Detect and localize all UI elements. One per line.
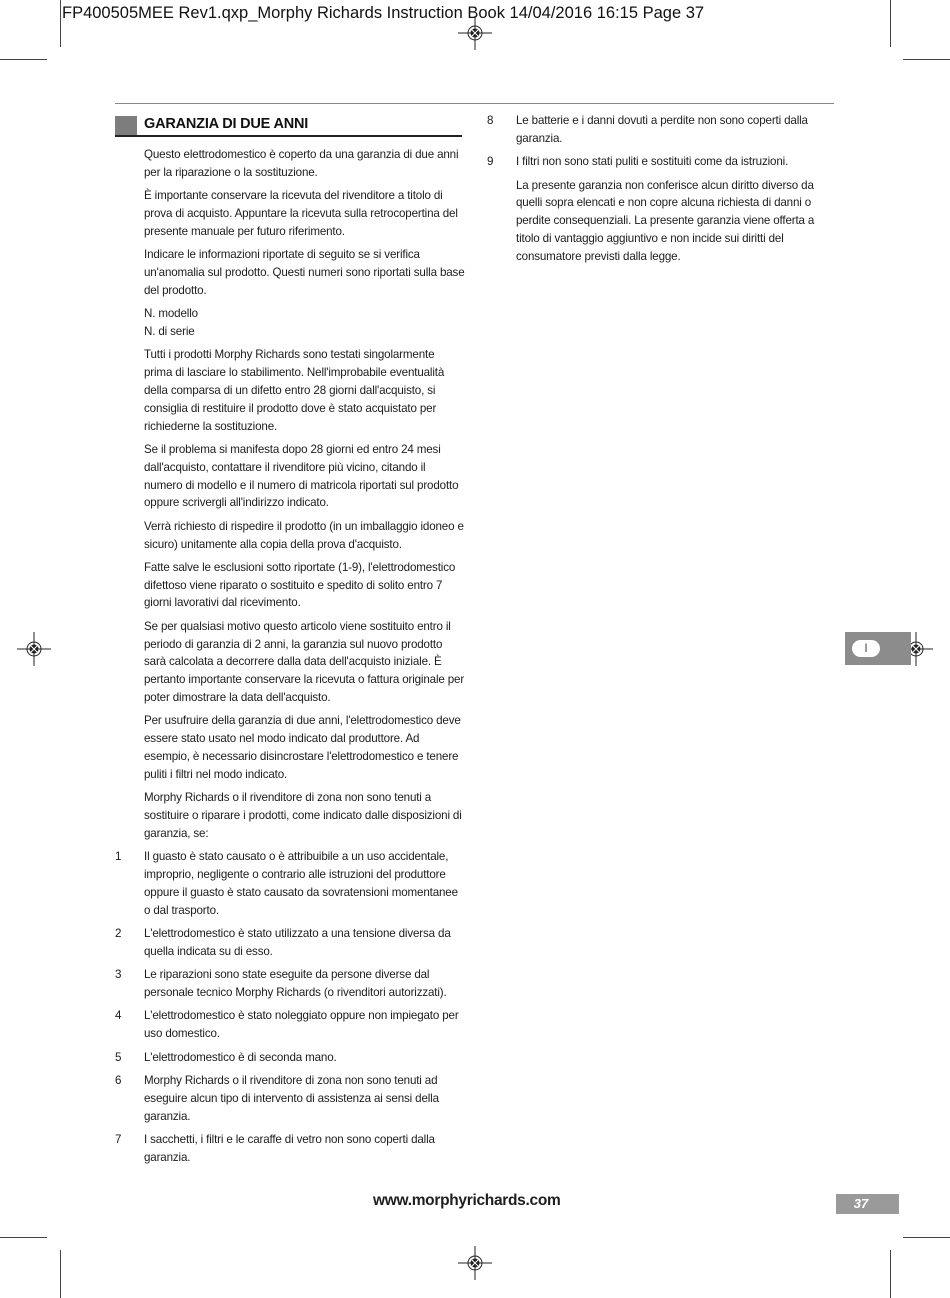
list-item-text: Morphy Richards o il rivenditore di zona non sono tenuti ad eseguire alcun tipo di intervento di assistenza ai sensi della garanzia. bbox=[144, 1073, 439, 1123]
registration-mark-icon bbox=[458, 16, 492, 50]
paragraph: Per usufruire della garanzia di due anni, l'elettrodomestico deve essere stato usato nel modo indicato dal produttore. Ad esempio, è necessario disincrostare l'elettrodomestico e tenere puliti i filtri nel modo indicato. bbox=[144, 714, 461, 781]
list-item bbox=[115, 848, 465, 919]
paragraph: Verrà richiesto di rispedire il prodotto (in un imballaggio idoneo e sicuro) unitamente alla copia della prova d'acquisto. bbox=[144, 519, 464, 551]
list-item-text: L'elettrodomestico è di seconda mano. bbox=[144, 1050, 337, 1064]
heading-marker bbox=[115, 116, 137, 135]
list-item bbox=[115, 1049, 465, 1067]
heading-title: GARANZIA DI DUE ANNI bbox=[144, 116, 309, 132]
list-item bbox=[115, 1007, 465, 1043]
language-tab-label: I bbox=[852, 640, 880, 657]
list-item-number: 9 bbox=[487, 155, 494, 169]
page-number: 37 bbox=[853, 1196, 869, 1211]
list-item bbox=[115, 925, 465, 961]
paragraph: Morphy Richards o il rivenditore di zona non sono tenuti a sostituire o riparare i prodotti, come indicato dalle disposizioni di garanzia, se: bbox=[144, 791, 462, 840]
list-item bbox=[115, 1131, 465, 1167]
closing-paragraph: La presente garanzia non conferisce alcun diritto diverso da quelli sopra elencati e non copre alcuna richiesta di danni o perdite consequenziali. La presente garanzia viene offerta a titolo di vantaggio aggiuntivo e non incide sui diritti del consumatore previsti dalla legge. bbox=[516, 178, 815, 263]
paragraph: Tutti i prodotti Morphy Richards sono testati singolarmente prima di lasciare lo stabilimento. Nell'improbabile eventualità della comparsa di un difetto entro 28 giorni dall'acquisto, si consiglia di restituire il prodotto dove è stato acquistato per richiederne la sostituzione. bbox=[144, 348, 445, 433]
list-item-text: Le batterie e i danni dovuti a perdite non sono coperti dalla garanzia. bbox=[516, 114, 808, 145]
paragraph: Indicare le informazioni riportate di seguito se si verifica un'anomalia sul prodotto. Questi numeri sono riportati sulla base del prodotto. bbox=[144, 248, 465, 297]
section-heading bbox=[115, 116, 462, 137]
paragraph: È importante conservare la ricevuta del rivenditore a titolo di prova di acquisto. Appuntare la ricevuta sulla retrocopertina del presente manuale per futuro riferimento. bbox=[144, 189, 458, 238]
list-item bbox=[115, 1072, 465, 1125]
list-item-text: L'elettrodomestico è stato noleggiato oppure non impiegato per uso domestico. bbox=[144, 1009, 459, 1041]
list-item-text: I sacchetti, i filtri e le caraffe di vetro non sono coperti dalla garanzia. bbox=[144, 1132, 435, 1164]
crop-mark bbox=[0, 1237, 47, 1238]
paragraph: Se per qualsiasi motivo questo articolo viene sostituito entro il periodo di garanzia di 2 anni, la garanzia sul nuovo prodotto sarà calcolata a decorrere dalla data dell'acquisto iniziale. È pertanto importante conservare la ricevuta o fattura originale per poter dimostrare la data dell'acquisto. bbox=[144, 619, 465, 705]
registration-mark-icon bbox=[458, 1246, 492, 1280]
language-tab bbox=[845, 632, 911, 665]
crop-mark bbox=[60, 0, 61, 47]
page-number-box bbox=[836, 1194, 899, 1214]
list-item-number: 4 bbox=[115, 1009, 122, 1023]
list-item bbox=[115, 966, 465, 1002]
paragraph: Se il problema si manifesta dopo 28 giorni ed entro 24 mesi dall'acquisto, contattare il rivenditore più vicino, citando il numero di modello e il numero di matricola riportati sul prodotto oppure scrivergli all'indirizzo indicato. bbox=[144, 442, 459, 510]
print-slug: FP400505MEE Rev1.qxp_Morphy Richards Instruction Book 14/04/2016 16:15 Page 37 bbox=[62, 4, 705, 22]
list-item-number: 1 bbox=[115, 850, 122, 864]
serial-number-label: N. di serie bbox=[144, 324, 195, 338]
list-item-number: 2 bbox=[115, 927, 122, 940]
list-item-number: 7 bbox=[115, 1132, 122, 1146]
right-column bbox=[487, 112, 837, 271]
model-number-label: N. modello bbox=[144, 307, 198, 321]
crop-mark bbox=[903, 59, 950, 60]
crop-mark bbox=[0, 59, 47, 60]
list-item-text: L'elettrodomestico è stato utilizzato a una tensione diversa da quella indicata su di esso. bbox=[144, 927, 451, 958]
crop-mark bbox=[903, 1237, 950, 1238]
list-item-number: 6 bbox=[115, 1073, 122, 1087]
list-item bbox=[487, 112, 837, 148]
heading-underline bbox=[115, 135, 462, 137]
list-item bbox=[487, 153, 837, 171]
list-item-number: 5 bbox=[115, 1050, 122, 1064]
paragraph: Questo elettrodomestico è coperto da una garanzia di due anni per la riparazione o la sostituzione. bbox=[144, 148, 459, 179]
list-item-text: Le riparazioni sono state eseguite da persone diverse dal personale tecnico Morphy Richards (o rivenditori autorizzati). bbox=[144, 968, 447, 999]
list-item-text: Il guasto è stato causato o è attribuibile a un uso accidentale, improprio, negligente o contrario alle istruzioni del produttore oppure il guasto è stato causato da sovratensioni momentanee o dal trasporto. bbox=[144, 850, 458, 917]
list-item-number: 3 bbox=[115, 968, 122, 982]
registration-mark-icon bbox=[17, 632, 51, 666]
paragraph: Fatte salve le esclusioni sotto riportate (1-9), l'elettrodomestico difettoso viene riparato o sostituito e spedito di solito entro 7 giorni lavorativi dal ricevimento. bbox=[144, 560, 456, 610]
left-column bbox=[115, 146, 465, 1172]
crop-mark bbox=[60, 1250, 61, 1298]
top-rule bbox=[115, 103, 834, 104]
list-item-number: 8 bbox=[487, 114, 494, 127]
crop-mark bbox=[890, 0, 891, 47]
list-item-text: I filtri non sono stati puliti e sostituiti come da istruzioni. bbox=[516, 155, 789, 169]
website-url: www.morphyrichards.com bbox=[373, 1192, 561, 1209]
crop-mark bbox=[890, 1250, 891, 1298]
